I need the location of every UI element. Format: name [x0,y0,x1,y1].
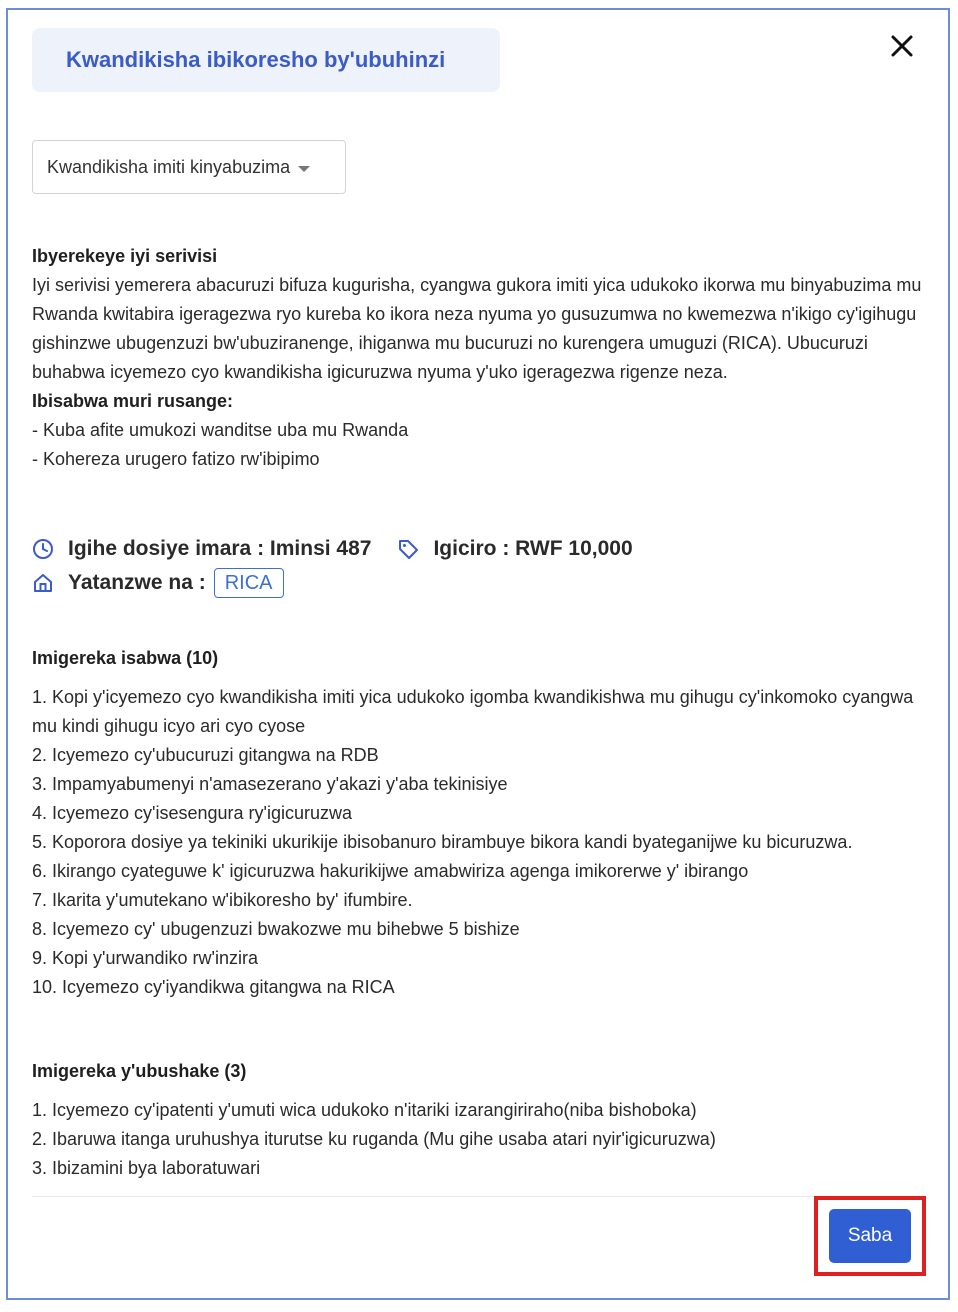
list-item: 9. Kopi y'urwandiko rw'inzira [32,948,258,968]
list-item: 8. Icyemezo cy' ubugenzuzi bwakozwe mu bihebwe 5 bishize [32,919,520,939]
provider-label: Yatanzwe na : [68,571,206,594]
modal-title-container [32,28,500,92]
close-button[interactable] [888,32,916,60]
service-type-select-value: Kwandikisha imiti kinyabuzima [47,156,291,177]
about-heading: Ibyerekeye iyi serivisi [32,246,218,266]
general-requirement-item: - Kuba afite umukozi wanditse uba mu Rwanda [32,420,409,440]
list-item: 3. Ibizamini bya laboratuwari [32,1158,261,1178]
processing-duration: Igihe dosiye imara : Iminsi 487 [68,537,372,560]
chevron-down-icon [298,166,310,172]
list-item: 2. Ibaruwa itanga uruhushya iturutse ku ruganda (Mu gihe usaba atari nyir'igicuruzwa) [32,1129,716,1149]
list-item: 1. Kopi y'icyemezo cyo kwandikisha imiti yica udukoko igomba kwandikishwa mu gihugu cy'inkomoko cyangwa mu kindi gihugu icyo ari cyo cyose [32,687,914,736]
list-item: 7. Ikarita y'umutekano w'ibikoresho by' ifumbire. [32,890,413,910]
about-description: Iyi serivisi yemerera abacuruzi bifuza kugurisha, cyangwa gukora imiti yica udukoko ikorwa mu binyabuzima mu Rwanda kwitabira igeragezwa ryo kureba ko ikora neza nyuma yo gusuzumwa no kwemezwa n'ikigo cy'igihugu gishinzwe ubugenzuzi bw'ubuziranenge, ihiganwa mu bucuruzi no kurengera umuguzi (RICA). Ubucuruzi buhabwa icyemezo cyo kwandikisha igicuruzwa nyuma y'uko igeragezwa rigenze neza. [32,275,922,382]
modal-title: Kwandikisha ibikoresho by'ubuhinzi [66,47,446,72]
provider-badge: RICA [214,568,284,598]
footer-divider [32,1196,924,1197]
tag-icon [397,538,419,560]
apply-button[interactable]: Saba [829,1209,911,1263]
list-item: 4. Icyemezo cy'isesengura ry'igicuruzwa [32,803,353,823]
list-item: 10. Icyemezo cy'iyandikwa gitangwa na RICA [32,977,395,997]
optional-documents-section [32,1057,922,1183]
clock-icon [32,538,54,560]
about-section [32,242,922,474]
general-requirement-item: - Kohereza urugero fatizo rw'ibipimo [32,449,320,469]
service-modal [6,8,950,1300]
close-icon [888,32,916,60]
list-item: 3. Impamyabumenyi n'amasezerano y'akazi y'aba tekinisiye [32,774,508,794]
required-documents-section [32,644,922,1002]
service-meta [32,532,922,600]
list-item: 6. Ikirango cyateguwe k' igicuruzwa hakurikijwe amabwiriza agenga imikorerwe y' ibirango [32,861,749,881]
list-item: 2. Icyemezo cy'ubucuruzi gitangwa na RDB [32,745,379,765]
list-item: 1. Icyemezo cy'ipatenti y'umuti wica udukoko n'itariki izarangiriraho(niba bishoboka) [32,1100,697,1120]
submit-highlight [814,1196,926,1276]
required-documents-heading: Imigereka isabwa (10) [32,648,219,668]
optional-documents-heading: Imigereka y'ubushake (3) [32,1061,247,1081]
home-icon [32,572,54,594]
general-requirements-heading: Ibisabwa muri rusange: [32,391,234,411]
service-price: Igiciro : RWF 10,000 [433,537,633,560]
list-item: 5. Koporora dosiye ya tekiniki ukurikije ibisobanuro birambuye bikora kandi byateganijwe ku bicuruzwa. [32,832,853,852]
service-type-select[interactable] [32,140,346,194]
